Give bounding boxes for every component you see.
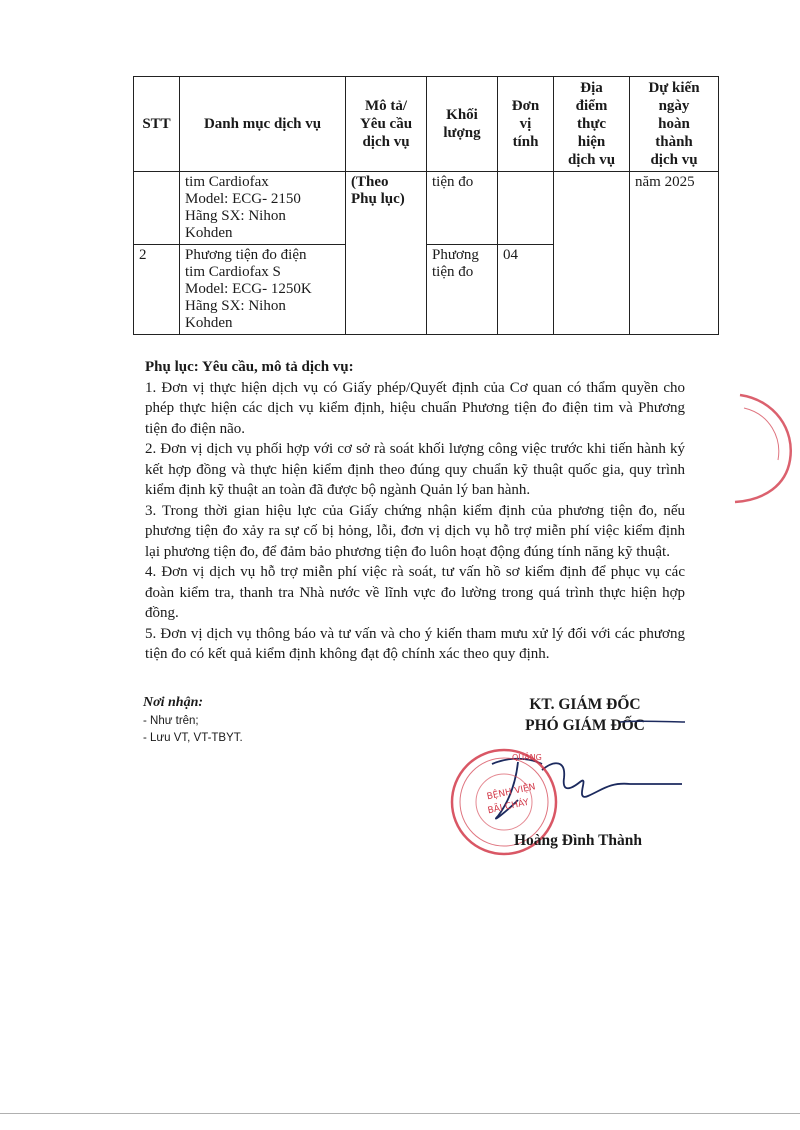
appendix-item: 4. Đơn vị dịch vụ hỗ trợ miễn phí việc rà soát, tư vấn hồ sơ kiểm định để phục vụ các đoàn kiểm tra, thanh tra Nhà nước về lĩnh vực đo lường trong quá trình thực hiện hợp đồng. xyxy=(145,564,685,621)
signature-title-2: PHÓ GIÁM ĐỐC xyxy=(525,717,645,734)
cell-location xyxy=(554,172,630,335)
header-quantity: Khối lượng xyxy=(427,77,498,172)
stamp-text-line1: BỆNH VIỆN xyxy=(486,782,537,803)
table-row xyxy=(134,172,719,245)
appendix-heading: Phụ lục: Yêu cầu, mô tả dịch vụ: xyxy=(145,359,354,375)
header-location: Địa điểm thực hiện dịch vụ xyxy=(554,77,630,172)
service-table xyxy=(133,76,719,335)
recipients-block xyxy=(143,694,243,747)
cell-service: tim Cardiofax Model: ECG- 2150 Hãng SX: Nihon Kohden xyxy=(180,172,346,245)
cell-expected: năm 2025 xyxy=(630,172,719,335)
cell-description: (Theo Phụ lục) xyxy=(346,172,427,335)
table-header-row xyxy=(134,77,719,172)
header-description: Mô tả/ Yêu cầu dịch vụ xyxy=(346,77,427,172)
cell-quantity: Phương tiện đo xyxy=(427,245,498,335)
signer-name: Hoàng Đình Thành xyxy=(513,832,643,849)
cell-service: Phương tiện đo điện tim Cardiofax S Model: ECG- 1250K Hãng SX: Nihon Kohden xyxy=(180,245,346,335)
page-edge-line xyxy=(0,1113,800,1114)
stamp-text-line2: BÃI CHÁY xyxy=(486,797,530,817)
appendix-section xyxy=(145,357,685,665)
stamp-text-top: QUẢNG xyxy=(512,753,542,762)
recipient-line: - Lưu VT, VT-TBYT. xyxy=(143,732,243,744)
recipients-title: Nơi nhận: xyxy=(143,695,204,710)
edge-stamp-fragment xyxy=(720,390,800,510)
header-expected-date: Dự kiến ngày hoàn thành dịch vụ xyxy=(630,77,719,172)
header-stt: STT xyxy=(134,77,180,172)
appendix-item: 1. Đơn vị thực hiện dịch vụ có Giấy phép/Quyết định của Cơ quan có thẩm quyền cho phép thực hiện các dịch vụ kiểm định, hiệu chuẩn Phương tiện đo điện tim và Phương tiện đo điện não. xyxy=(145,379,685,437)
appendix-item: 2. Đơn vị dịch vụ phối hợp với cơ sở rà soát khối lượng công việc trước khi tiến hành ký kết hợp đồng và thực hiện kiểm định theo đúng quy chuẩn kỹ thuật quốc gia, quy trình kiểm định kỹ thuật an toàn đã được bộ ngành Quản lý ban hành. xyxy=(145,441,685,498)
recipient-line: - Như trên; xyxy=(143,715,199,727)
cell-unit: 04 xyxy=(498,245,554,335)
appendix-item: 5. Đơn vị dịch vụ thông báo và tư vấn và cho ý kiến tham mưu xử lý đối với các phương tiện đo có kết quả kiểm định không đạt độ chính xác theo quy định. xyxy=(145,625,685,662)
appendix-item: 3. Trong thời gian hiệu lực của Giấy chứng nhận kiểm định của phương tiện đo, nếu phương tiện đo xảy ra sự cố bị hỏng, lỗi, đơn vị dịch vụ hỗ trợ miễn phí việc kiểm định lại phương tiện đo, để đảm bảo phương tiện đo luôn hoạt động đúng tính năng kỹ thuật. xyxy=(145,502,685,560)
cell-quantity: tiện đo xyxy=(427,172,498,245)
cell-stt xyxy=(134,172,180,245)
header-service-list: Danh mục dịch vụ xyxy=(180,77,346,172)
signature-title-1: KT. GIÁM ĐỐC xyxy=(529,696,641,713)
header-unit: Đơn vị tính xyxy=(498,77,554,172)
cell-unit xyxy=(498,172,554,245)
cell-stt: 2 xyxy=(134,245,180,335)
